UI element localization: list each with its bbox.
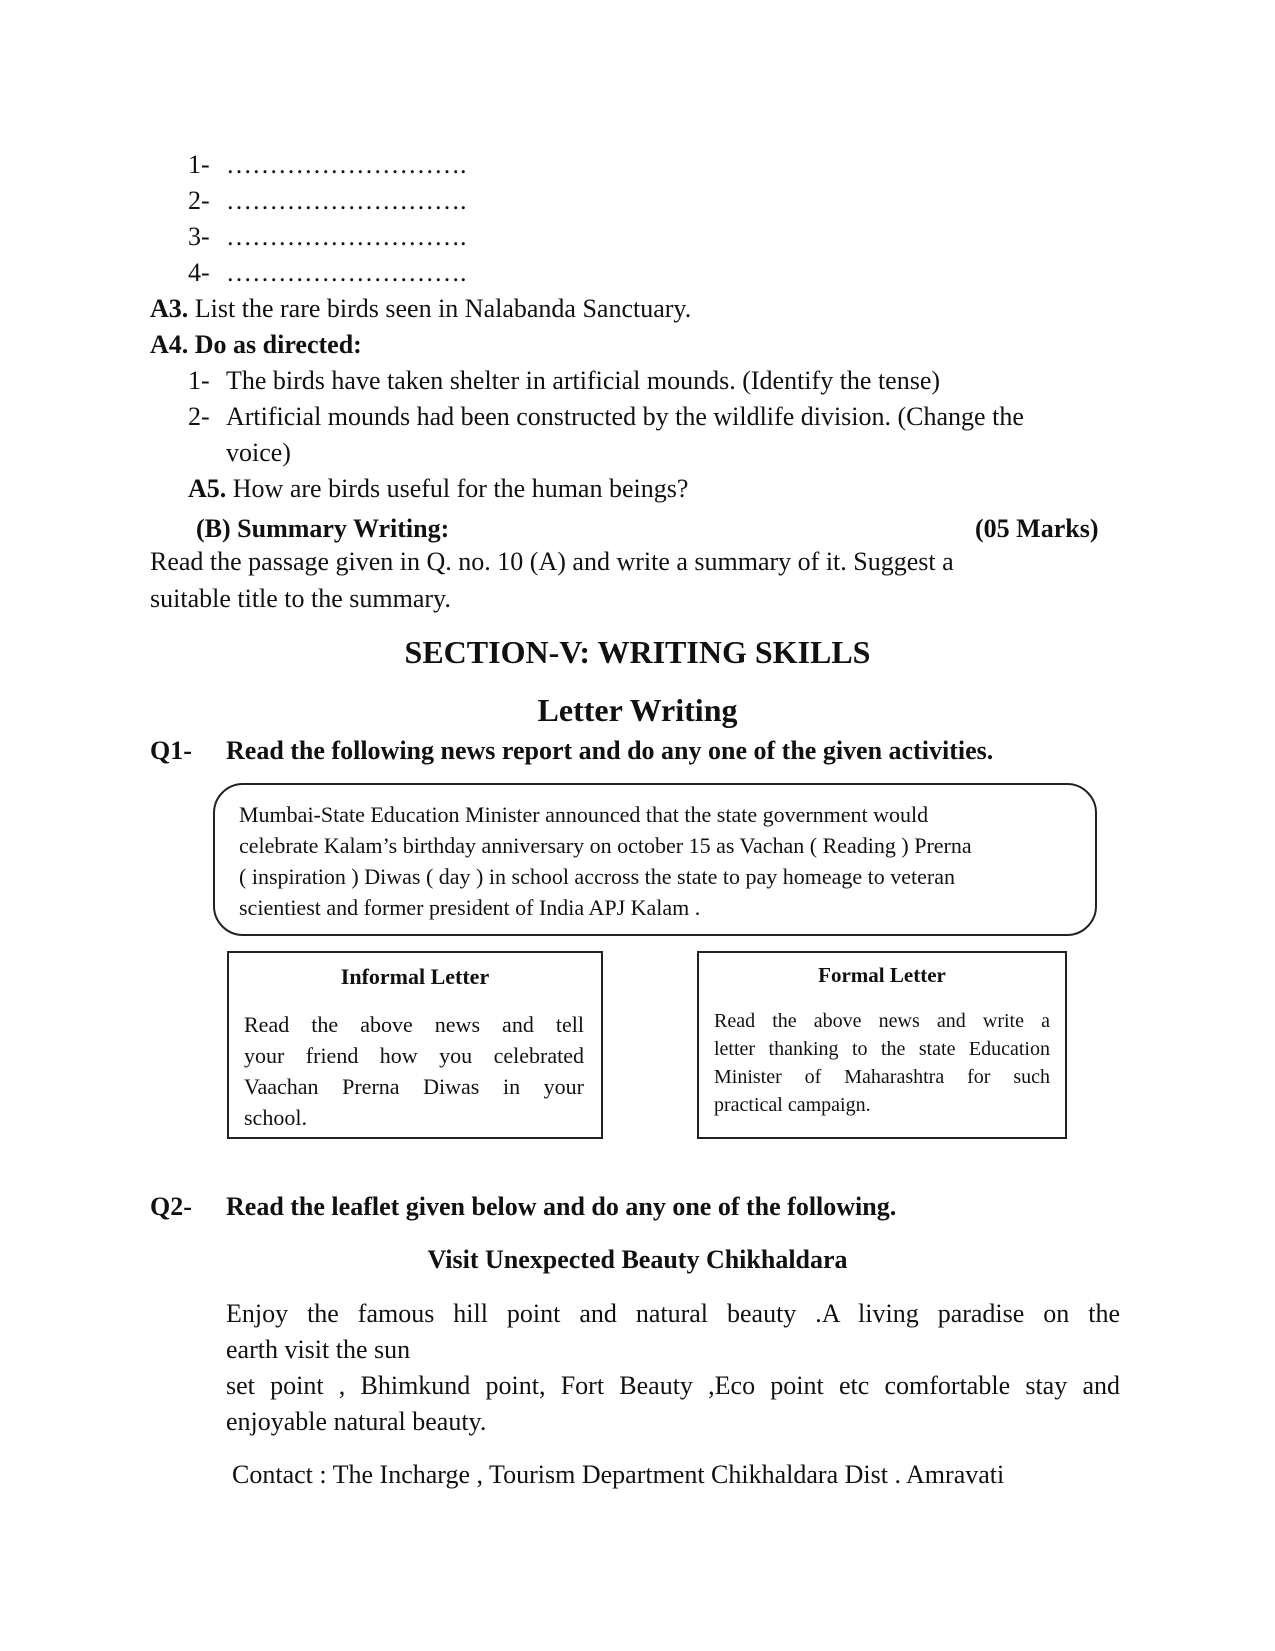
summary-writing-heading: (B) Summary Writing: (196, 514, 450, 543)
question-q2-label: Q2- (150, 1192, 192, 1221)
a4-item-number: 2- (188, 402, 210, 431)
summary-instruction-line-1: Read the passage given in Q. no. 10 (A) and write a summary of it. Suggest a (150, 547, 954, 576)
section-title: SECTION-V: WRITING SKILLS (404, 634, 871, 670)
question-q1-text: Read the following news report and do any one of the given activities. (226, 736, 994, 765)
leaflet-line-2: earth visit the sun (226, 1335, 411, 1364)
leaflet-title: Visit Unexpected Beauty Chikhaldara (427, 1245, 848, 1274)
formal-line-3: Minister of Maharashtra for such (714, 1066, 1050, 1088)
summary-marks: (05 Marks) (975, 514, 1099, 543)
formal-line-2: letter thanking to the state Education (714, 1038, 1050, 1060)
news-line-3: ( inspiration ) Diwas ( day ) in school accross the state to pay homeage to veteran (239, 864, 955, 889)
leaflet-contact: Contact : The Incharge , Tourism Department Chikhaldara Dist . Amravati (232, 1460, 1005, 1489)
blank-line-number: 4- (188, 258, 210, 287)
question-q1-label: Q1- (150, 736, 192, 765)
a4-item-text: The birds have taken shelter in artificial mounds. (Identify the tense) (226, 366, 941, 395)
blank-line-number: 1- (188, 150, 210, 179)
blank-line-dots: ………………………. (226, 258, 467, 287)
leaflet-line-1: Enjoy the famous hill point and natural beauty .A living paradise on the (226, 1299, 1120, 1328)
summary-instruction-line-2: suitable title to the summary. (150, 584, 451, 613)
informal-letter-box (227, 951, 603, 1139)
a4-item-1 (188, 364, 940, 398)
a4-item-number: 1- (188, 366, 210, 395)
leaflet-line-4: enjoyable natural beauty. (226, 1407, 487, 1436)
blank-line-4 (188, 256, 467, 290)
a4-item-2 (188, 400, 1024, 434)
blank-line-number: 2- (188, 186, 210, 215)
leaflet-line-3: set point , Bhimkund point, Fort Beauty ,Eco point etc comfortable stay and (226, 1371, 1120, 1400)
question-a3 (150, 292, 691, 326)
blank-line-dots: ………………………. (226, 222, 467, 251)
question-a5-text: How are birds useful for the human beings? (226, 474, 689, 503)
blank-line-dots: ………………………. (226, 150, 467, 179)
blank-line-1 (188, 148, 467, 182)
informal-line-3: Vaachan Prerna Diwas in your (244, 1074, 584, 1099)
question-a4-heading: A4. Do as directed: (150, 330, 362, 359)
blank-line-number: 3- (188, 222, 210, 251)
informal-letter-title: Informal Letter (340, 964, 490, 989)
blank-line-dots: ………………………. (226, 186, 467, 215)
subsection-title: Letter Writing (537, 692, 738, 728)
formal-line-4: practical campaign. (714, 1094, 871, 1116)
question-a3-label: A3. (150, 294, 189, 323)
formal-letter-title: Formal Letter (818, 963, 946, 987)
question-a5 (188, 472, 688, 506)
news-line-2: celebrate Kalam’s birthday anniversary on october 15 as Vachan ( Reading ) Prerna (239, 833, 972, 858)
a4-item-2-continuation: voice) (226, 438, 291, 467)
news-line-4: scientiest and former president of India APJ Kalam . (239, 895, 701, 920)
informal-line-1: Read the above news and tell (244, 1012, 584, 1037)
a4-item-text: Artificial mounds had been constructed by the wildlife division. (Change the (226, 402, 1024, 431)
formal-letter-box (697, 951, 1067, 1139)
question-q2-text: Read the leaflet given below and do any one of the following. (226, 1192, 897, 1221)
blank-line-2 (188, 184, 467, 218)
informal-line-4: school. (244, 1105, 307, 1130)
news-report-box (213, 783, 1097, 936)
news-line-1: Mumbai-State Education Minister announced that the state government would (239, 802, 929, 827)
informal-line-2: your friend how you celebrated (244, 1043, 584, 1068)
formal-line-1: Read the above news and write a (714, 1010, 1050, 1032)
question-a3-text: List the rare birds seen in Nalabanda Sanctuary. (188, 294, 692, 323)
blank-line-3 (188, 220, 467, 254)
question-a5-label: A5. (188, 474, 227, 503)
